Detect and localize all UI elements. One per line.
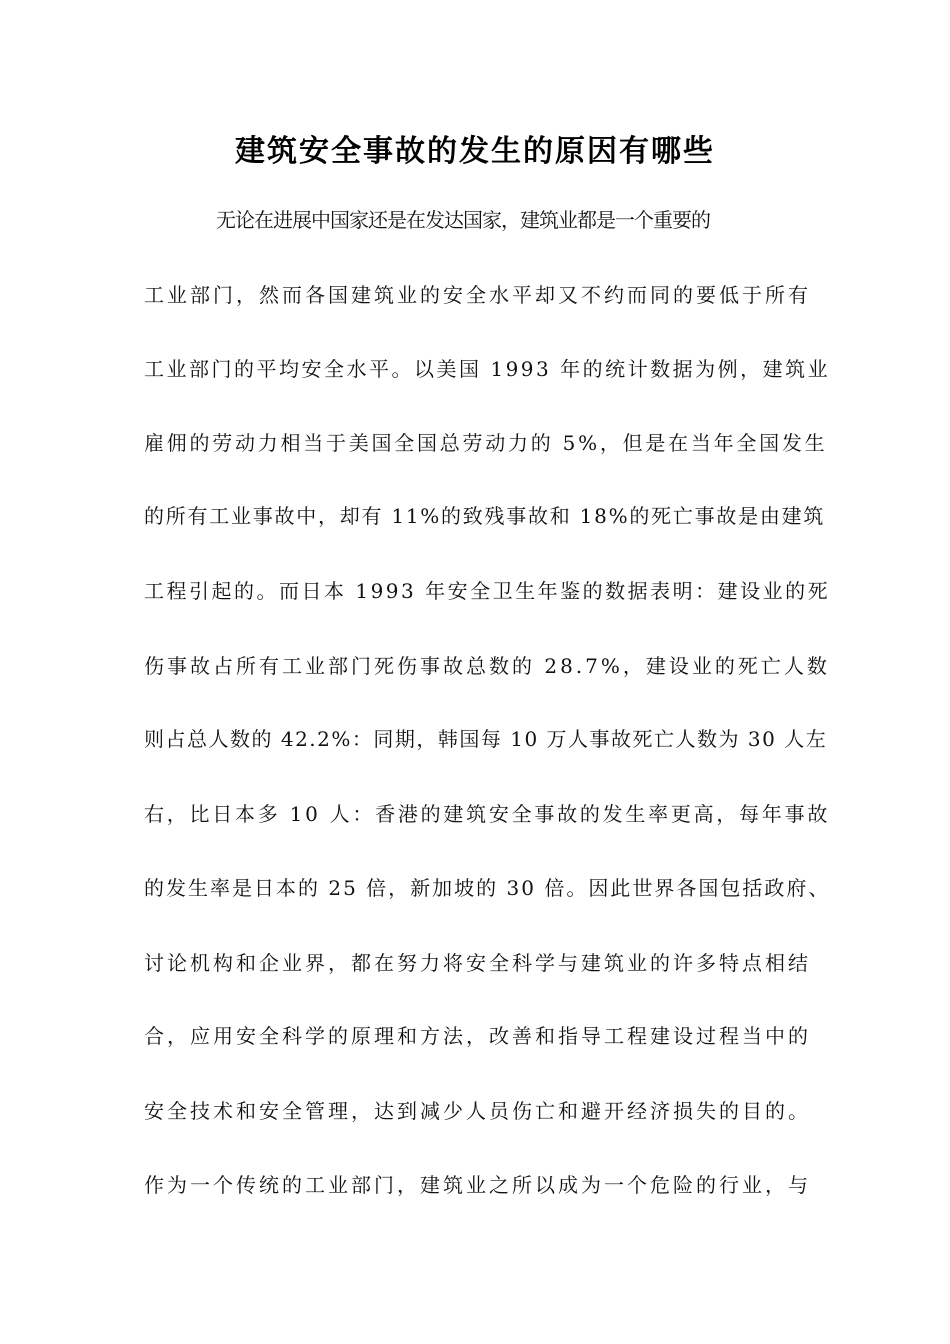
- paragraph-line: 合，应用安全科学的原理和方法，改善和指导工程建设过程当中的: [144, 1024, 811, 1048]
- paragraph-line: 作为一个传统的工业部门，建筑业之所以成为一个危险的行业，与: [144, 1173, 811, 1197]
- paragraph-line: 右，比日本多 10 人：香港的建筑安全事故的发生率更高，每年事故: [144, 802, 831, 826]
- paragraph-line: 的发生率是日本的 25 倍，新加坡的 30 倍。因此世界各国包括政府、: [144, 876, 831, 900]
- paragraph-line: 则占总人数的 42.2%：同期，韩国每 10 万人事故死亡人数为 30 人左: [144, 727, 828, 751]
- paragraph-line: 工业部门，然而各国建筑业的安全水平却又不约而同的要低于所有: [144, 283, 811, 307]
- paragraph-line: 伤事故占所有工业部门死伤事故总数的 28.7%，建设业的死亡人数: [144, 654, 830, 678]
- paragraph-line: 工程引起的。而日本 1993 年安全卫生年鉴的数据表明：建设业的死: [144, 579, 831, 603]
- paragraph-line: 工业部门的平均安全水平。以美国 1993 年的统计数据为例，建筑业: [144, 357, 831, 381]
- document-title: 建筑安全事故的发生的原因有哪些: [235, 134, 715, 169]
- paragraph-line: 讨论机构和企业界，都在努力将安全科学与建筑业的许多特点相结: [144, 951, 811, 975]
- paragraph-line: 安全技术和安全管理，达到减少人员伤亡和避开经济损失的目的。: [144, 1099, 811, 1123]
- paragraph-line: 无论在进展中国家还是在发达国家，建筑业都是一个重要的: [216, 208, 710, 232]
- paragraph-line: 的所有工业事故中，却有 11%的致残事故和 18%的死亡事故是由建筑: [144, 504, 826, 528]
- paragraph-line: 雇佣的劳动力相当于美国全国总劳动力的 5%，但是在当年全国发生: [144, 431, 828, 455]
